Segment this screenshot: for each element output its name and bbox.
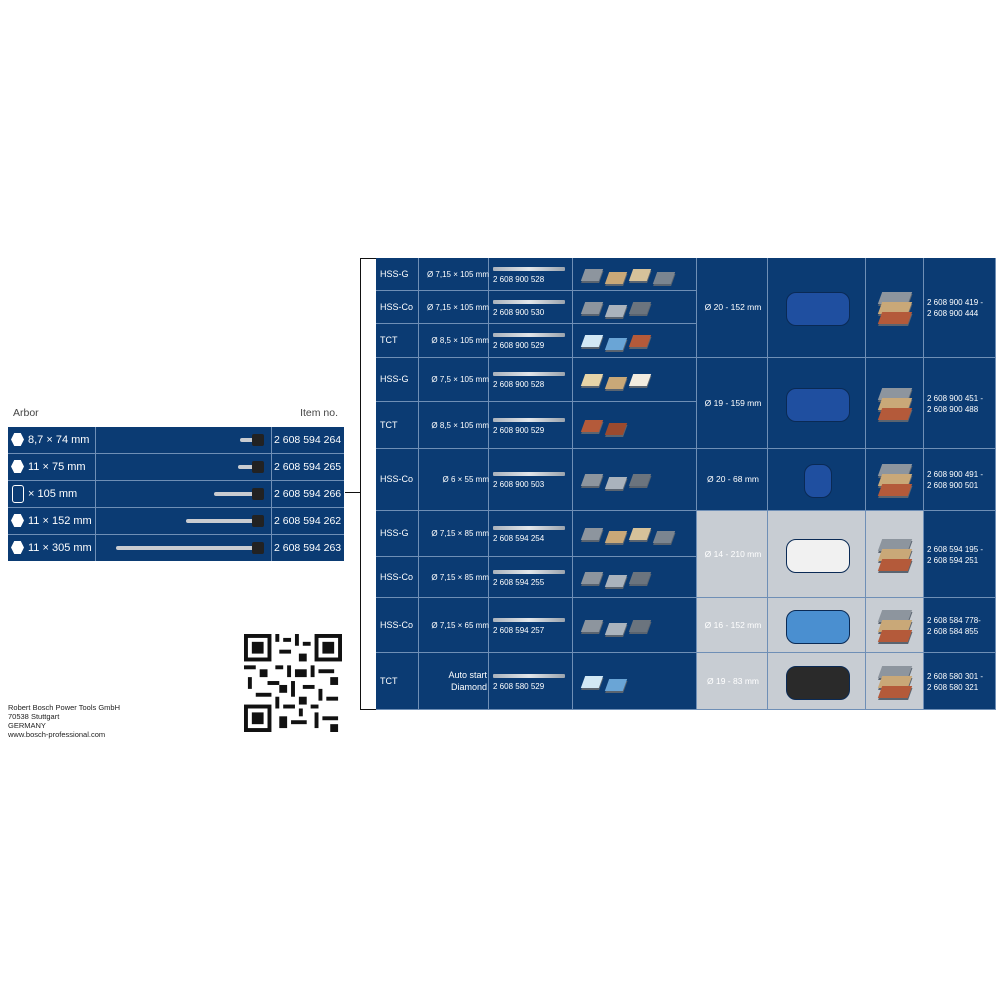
arbor-row <box>8 454 344 481</box>
holesaw-image <box>804 464 832 498</box>
hex-icon <box>11 433 24 446</box>
holesaw-range: Ø 19 - 83 mm <box>707 675 759 686</box>
qr-code[interactable] <box>244 634 342 732</box>
drill-type: HSS-Co <box>380 571 414 582</box>
drill-bit-image <box>493 372 565 376</box>
drill-bit-image <box>493 418 565 422</box>
arbor-item-no: 2 608 594 265 <box>274 461 342 473</box>
drill-bit-image <box>493 526 565 530</box>
drill-item-no: 2 608 900 528 <box>493 274 545 284</box>
drill-bit-image <box>493 618 565 622</box>
holesaw-item-no-line2: 2 608 580 321 <box>927 682 979 692</box>
company-name: Robert Bosch Power Tools GmbH <box>8 703 120 712</box>
hex-icon <box>11 514 24 527</box>
company-country: GERMANY <box>8 721 46 730</box>
drill-dimension: Ø 8,5 × 105 mm <box>431 420 489 430</box>
holesaw-range: Ø 14 - 210 mm <box>704 548 762 559</box>
drill-type: TCT <box>380 675 398 686</box>
holesaw-image <box>786 292 850 326</box>
drill-type: TCT <box>380 419 398 430</box>
drill-dimension-line2: Diamond <box>450 681 487 692</box>
arbor-item-no: 2 608 594 262 <box>274 515 342 527</box>
arbor-header-label: Arbor <box>13 407 39 419</box>
drill-dimension: Ø 8,5 × 105 mm <box>431 336 489 345</box>
company-address <box>8 703 120 739</box>
arbor-size: 8,7 × 74 mm <box>28 434 90 446</box>
holesaw-item-no-line2: 2 608 900 501 <box>927 481 979 490</box>
holesaw-item-no-line1: 2 608 900 491 - <box>927 470 984 479</box>
drill-dimension: Ø 7,15 × 85 mm <box>431 529 489 538</box>
holesaw-range: Ø 16 - 152 mm <box>704 619 762 630</box>
holesaw-item-no-line2: 2 608 900 488 <box>927 404 979 414</box>
material-stack-icon <box>878 484 912 496</box>
arbor-image <box>240 438 254 442</box>
holesaw-item-no-line2: 2 608 900 444 <box>927 309 979 318</box>
holesaw-item-no-line1: 2 608 594 195 - <box>927 544 984 554</box>
holesaw-image <box>786 539 850 573</box>
arbor-size: 11 × 305 mm <box>28 542 92 554</box>
arbor-size: 11 × 152 mm <box>28 515 92 527</box>
bracket-connector <box>360 258 377 710</box>
holesaw-item-no-line1: 2 608 900 419 - <box>927 298 984 307</box>
holesaw-item-no-line2: 2 608 584 855 <box>927 626 979 636</box>
arbor-row <box>8 427 344 454</box>
drill-bit-image <box>493 570 565 574</box>
material-stack-icon <box>878 559 912 571</box>
drill-dimension: Ø 7,15 × 105 mm <box>426 269 489 279</box>
drill-type: HSS-Co <box>380 301 414 312</box>
arbor-row <box>8 481 344 508</box>
drill-dimension-line1: Auto start <box>448 669 487 680</box>
holesaw-item-no-line2: 2 608 594 251 <box>927 555 979 565</box>
company-city: 70538 Stuttgart <box>8 712 60 721</box>
drill-bit-image <box>493 333 565 337</box>
drill-dimension: Ø 7,15 × 65 mm <box>431 620 489 630</box>
hex-icon <box>11 460 24 473</box>
drill-type: TCT <box>380 335 398 345</box>
holesaw-item-no-line1: 2 608 584 778- <box>927 615 981 625</box>
drill-bit-image <box>493 300 565 304</box>
drill-bit-image <box>493 267 565 271</box>
arbor-row <box>8 508 344 535</box>
holesaw-image <box>786 610 850 644</box>
hex-icon <box>11 541 24 554</box>
holesaw-table <box>376 258 996 710</box>
holesaw-range: Ø 20 - 68 mm <box>707 474 759 484</box>
arbor-image <box>186 519 254 523</box>
holesaw-item-no-line1: 2 608 900 451 - <box>927 393 984 403</box>
drill-item-no: 2 608 594 255 <box>493 577 545 587</box>
arbor-item-no: 2 608 594 263 <box>274 542 342 554</box>
drill-item-no: 2 608 594 254 <box>493 534 545 543</box>
arbor-size: × 105 mm <box>28 488 78 500</box>
drill-dimension: Ø 7,5 × 105 mm <box>431 375 489 384</box>
holesaw-item-no-line1: 2 608 580 301 - <box>927 671 984 681</box>
material-stack-icon <box>878 312 912 324</box>
drill-dimension: Ø 7,15 × 105 mm <box>426 302 489 312</box>
arbor-image <box>238 465 254 469</box>
arbor-row <box>8 535 344 561</box>
drill-dimension: Ø 6 × 55 mm <box>442 475 489 484</box>
holesaw-image <box>786 388 850 422</box>
material-stack-icon <box>878 630 912 642</box>
drill-dimension: Ø 7,15 × 85 mm <box>431 572 489 582</box>
material-stack-icon <box>878 686 912 698</box>
material-stack-icon <box>878 408 912 420</box>
sds-plus-icon <box>12 485 24 503</box>
arbor-item-no: 2 608 594 266 <box>274 488 342 500</box>
holesaw-range: Ø 20 - 152 mm <box>704 302 762 312</box>
drill-item-no: 2 608 900 503 <box>493 480 545 489</box>
drill-type: HSS-G <box>380 374 409 384</box>
drill-item-no: 2 608 580 529 <box>493 681 545 691</box>
drill-type: HSS-G <box>380 528 409 538</box>
arbor-header <box>8 405 344 425</box>
holesaw-image <box>786 666 850 700</box>
drill-item-no: 2 608 594 257 <box>493 625 545 635</box>
drill-item-no: 2 608 900 529 <box>493 425 545 435</box>
drill-item-no: 2 608 900 530 <box>493 307 545 317</box>
drill-type: HSS-Co <box>380 474 414 484</box>
drill-bit-image <box>493 472 565 476</box>
arbor-size: 11 × 75 mm <box>28 461 86 473</box>
drill-type: HSS-G <box>380 268 409 279</box>
arbor-table <box>8 427 344 561</box>
arbor-image <box>214 492 254 496</box>
arbor-item-no: 2 608 594 264 <box>274 434 342 446</box>
item-no-header-label: Item no. <box>300 407 338 419</box>
holesaw-range: Ø 19 - 159 mm <box>704 397 762 408</box>
drill-bit-image <box>493 674 565 678</box>
drill-item-no: 2 608 900 528 <box>493 380 545 389</box>
company-website[interactable]: www.bosch-professional.com <box>8 730 106 739</box>
arbor-image <box>116 546 254 550</box>
drill-item-no: 2 608 900 529 <box>493 341 545 350</box>
drill-type: HSS-Co <box>380 619 414 630</box>
